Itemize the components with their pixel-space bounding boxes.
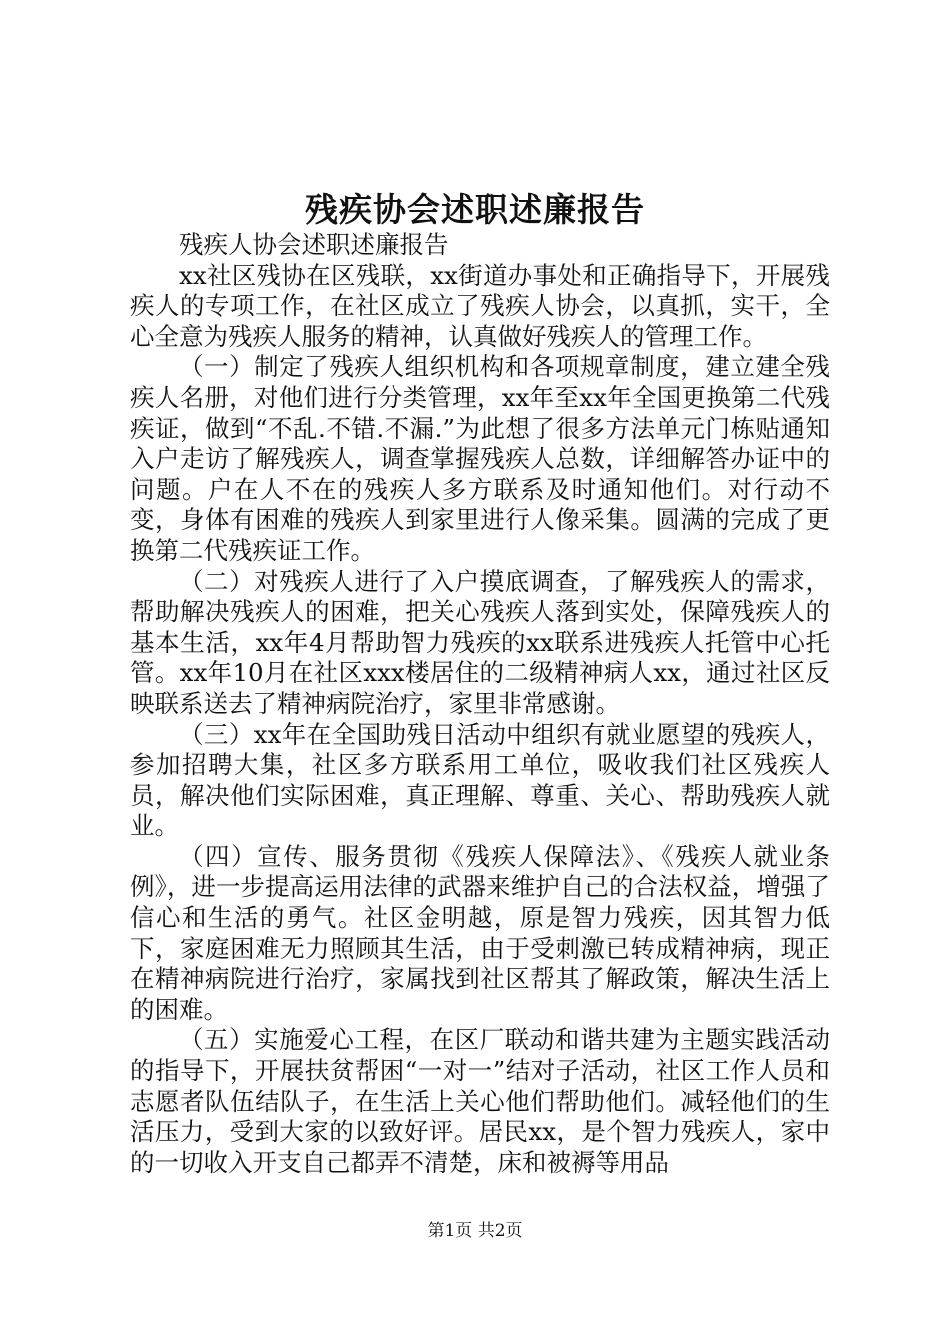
- paragraph-section-4: （四）宣传、服务贯彻《残疾人保障法》、《残疾人就业条例》，进一步提高运用法律的武器来维护自己的合法权益，增强了信心和生活的勇气。社区金明越，原是智力残疾，因其智力低下，家庭困难无力照顾其生活，由于受刺激已转成精神病，现正在精神病院进行治疗，家属找到社区帮其了解政策，解决生活上的困难。: [130, 841, 830, 1024]
- paragraph-section-5: （五）实施爱心工程，在区厂联动和谐共建为主题实践活动的指导下，开展扶贫帮困“一对一”结对子活动，社区工作人员和志愿者队伍结队子，在生活上关心他们帮助他们。减轻他们的生活压力，受到大家的以致好评。居民xx，是个智力残疾人，家中的一切收入开支自己都弄不清楚，床和被褥等用品: [130, 1025, 830, 1177]
- paragraph-section-1: （一）制定了残疾人组织机构和各项规章制度，建立建全残疾人名册，对他们进行分类管理，xx年至xx年全国更换第二代残疾证，做到“不乱.不错.不漏.”为此想了很多方法单元门栋贴通知入户走访了解残疾人，调查掌握残疾人总数，详细解答办证中的问题。户在人不在的残疾人多方联系及时通知他们。对行动不变，身体有困难的残疾人到家里进行人像采集。圆满的完成了更换第二代残疾证工作。: [130, 352, 830, 565]
- document-body: [130, 230, 830, 1178]
- document-title: 残疾协会述职述廉报告: [305, 190, 645, 229]
- document-subtitle: 残疾人协会述职述廉报告: [179, 230, 449, 259]
- paragraph-intro: xx社区残协在区残联，xx街道办事处和正确指导下，开展残疾人的专项工作，在社区成立了残疾人协会，以真抓，实干，全心全意为残疾人服务的精神，认真做好残疾人的管理工作。: [130, 260, 830, 351]
- paragraph-section-3: （三）xx年在全国助残日活动中组织有就业愿望的残疾人，参加招聘大集，社区多方联系用工单位，吸收我们社区残疾人员，解决他们实际困难，真正理解、尊重、关心、帮助残疾人就业。: [130, 719, 830, 841]
- paragraph-section-2: （二）对残疾人进行了入户摸底调查，了解残疾人的需求，帮助解决残疾人的困难，把关心残疾人落到实处，保障残疾人的基本生活，xx年4月帮助智力残疾的xx联系进残疾人托管中心托管。xx年10月在社区xxx楼居住的二级精神病人xx，通过社区反映联系送去了精神病院治疗，家里非常感谢。: [130, 566, 830, 718]
- page-number-footer: 第1页 共2页: [427, 1221, 523, 1241]
